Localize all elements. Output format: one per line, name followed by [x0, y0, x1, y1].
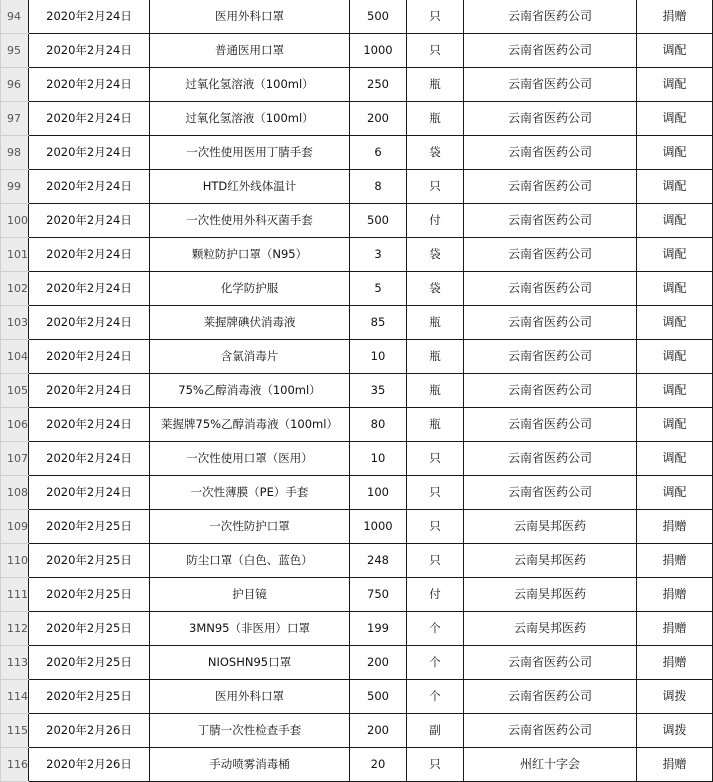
type-cell[interactable]: 调配 — [637, 238, 713, 272]
organization-cell[interactable]: 云南省医药公司 — [464, 476, 637, 510]
organization-cell[interactable]: 云南省医药公司 — [464, 204, 637, 238]
organization-cell[interactable]: 云南省医药公司 — [464, 680, 637, 714]
table-row — [1, 680, 713, 714]
date-cell[interactable]: 2020年2月24日 — [29, 102, 150, 136]
type-cell[interactable]: 捐赠 — [637, 544, 713, 578]
item-name-cell[interactable]: HTD红外线体温计 — [150, 170, 350, 204]
item-name-cell[interactable]: 普通医用口罩 — [150, 34, 350, 68]
unit-cell[interactable]: 个 — [407, 680, 464, 714]
row-number[interactable]: 109 — [1, 510, 29, 544]
row-number[interactable]: 103 — [1, 306, 29, 340]
date-cell[interactable]: 2020年2月26日 — [29, 714, 150, 748]
date-cell[interactable]: 2020年2月25日 — [29, 680, 150, 714]
item-name-cell[interactable]: 3MN95（非医用）口罩 — [150, 612, 350, 646]
organization-cell[interactable]: 云南昊邦医药 — [464, 544, 637, 578]
table-row — [1, 408, 713, 442]
row-number[interactable]: 96 — [1, 68, 29, 102]
quantity-cell[interactable]: 35 — [350, 374, 407, 408]
type-cell[interactable]: 调拨 — [637, 680, 713, 714]
table-row — [1, 714, 713, 748]
date-cell[interactable]: 2020年2月24日 — [29, 272, 150, 306]
unit-cell[interactable]: 只 — [407, 442, 464, 476]
quantity-cell[interactable]: 20 — [350, 748, 407, 782]
table-row — [1, 578, 713, 612]
item-name-cell[interactable]: 化学防护服 — [150, 272, 350, 306]
organization-cell[interactable]: 州红十字会 — [464, 748, 637, 782]
quantity-cell[interactable]: 199 — [350, 612, 407, 646]
date-cell[interactable]: 2020年2月24日 — [29, 68, 150, 102]
organization-cell[interactable]: 云南省医药公司 — [464, 102, 637, 136]
item-name-cell[interactable]: 含氯消毒片 — [150, 340, 350, 374]
quantity-cell[interactable]: 80 — [350, 408, 407, 442]
item-name-cell[interactable]: 颗粒防护口罩（N95） — [150, 238, 350, 272]
unit-cell[interactable]: 只 — [407, 544, 464, 578]
date-cell[interactable]: 2020年2月24日 — [29, 476, 150, 510]
type-cell[interactable]: 调配 — [637, 170, 713, 204]
row-number[interactable]: 114 — [1, 680, 29, 714]
unit-cell[interactable]: 只 — [407, 510, 464, 544]
quantity-cell[interactable]: 100 — [350, 476, 407, 510]
table-row — [1, 34, 713, 68]
organization-cell[interactable]: 云南昊邦医药 — [464, 612, 637, 646]
unit-cell[interactable]: 只 — [407, 0, 464, 34]
quantity-cell[interactable]: 500 — [350, 204, 407, 238]
table-row — [1, 340, 713, 374]
type-cell[interactable]: 调配 — [637, 306, 713, 340]
item-name-cell[interactable]: 过氧化氢溶液（100ml） — [150, 68, 350, 102]
type-cell[interactable]: 捐赠 — [637, 612, 713, 646]
unit-cell[interactable]: 只 — [407, 170, 464, 204]
table-row — [1, 476, 713, 510]
organization-cell[interactable]: 云南省医药公司 — [464, 646, 637, 680]
item-name-cell[interactable]: 护目镜 — [150, 578, 350, 612]
organization-cell[interactable]: 云南省医药公司 — [464, 0, 637, 34]
row-number[interactable]: 116 — [1, 748, 29, 782]
row-number[interactable]: 106 — [1, 408, 29, 442]
row-number[interactable]: 102 — [1, 272, 29, 306]
organization-cell[interactable]: 云南省医药公司 — [464, 714, 637, 748]
date-cell[interactable]: 2020年2月24日 — [29, 34, 150, 68]
organization-cell[interactable]: 云南省医药公司 — [464, 272, 637, 306]
row-number[interactable]: 113 — [1, 646, 29, 680]
row-number[interactable]: 100 — [1, 204, 29, 238]
type-cell[interactable]: 调拨 — [637, 714, 713, 748]
type-cell[interactable]: 调配 — [637, 374, 713, 408]
table-row — [1, 102, 713, 136]
unit-cell[interactable]: 瓶 — [407, 408, 464, 442]
date-cell[interactable]: 2020年2月25日 — [29, 544, 150, 578]
item-name-cell[interactable]: 过氧化氢溶液（100ml） — [150, 102, 350, 136]
unit-cell[interactable]: 只 — [407, 476, 464, 510]
unit-cell[interactable]: 付 — [407, 578, 464, 612]
date-cell[interactable]: 2020年2月24日 — [29, 0, 150, 34]
quantity-cell[interactable]: 8 — [350, 170, 407, 204]
unit-cell[interactable]: 只 — [407, 34, 464, 68]
table-row — [1, 204, 713, 238]
item-name-cell[interactable]: 医用外科口罩 — [150, 0, 350, 34]
unit-cell[interactable]: 瓶 — [407, 374, 464, 408]
date-cell[interactable]: 2020年2月24日 — [29, 408, 150, 442]
organization-cell[interactable]: 云南省医药公司 — [464, 170, 637, 204]
row-number[interactable]: 94 — [1, 0, 29, 34]
organization-cell[interactable]: 云南省医药公司 — [464, 442, 637, 476]
type-cell[interactable]: 捐赠 — [637, 510, 713, 544]
row-number[interactable]: 115 — [1, 714, 29, 748]
item-name-cell[interactable]: 莱握牌75%乙醇消毒液（100ml） — [150, 408, 350, 442]
quantity-cell[interactable]: 6 — [350, 136, 407, 170]
type-cell[interactable]: 调配 — [637, 272, 713, 306]
unit-cell[interactable]: 付 — [407, 204, 464, 238]
item-name-cell[interactable]: 丁腈一次性检查手套 — [150, 714, 350, 748]
unit-cell[interactable]: 袋 — [407, 136, 464, 170]
table-row — [1, 442, 713, 476]
organization-cell[interactable]: 云南昊邦医药 — [464, 578, 637, 612]
unit-cell[interactable]: 副 — [407, 714, 464, 748]
date-cell[interactable]: 2020年2月25日 — [29, 578, 150, 612]
type-cell[interactable]: 调配 — [637, 476, 713, 510]
item-name-cell[interactable]: 一次性使用医用丁腈手套 — [150, 136, 350, 170]
row-number[interactable]: 111 — [1, 578, 29, 612]
table-row — [1, 0, 713, 34]
type-cell[interactable]: 捐赠 — [637, 748, 713, 782]
unit-cell[interactable]: 瓶 — [407, 306, 464, 340]
type-cell[interactable]: 捐赠 — [637, 578, 713, 612]
row-number[interactable]: 97 — [1, 102, 29, 136]
unit-cell[interactable]: 个 — [407, 612, 464, 646]
type-cell[interactable]: 调配 — [637, 442, 713, 476]
quantity-cell[interactable]: 500 — [350, 0, 407, 34]
item-name-cell[interactable]: 一次性防护口罩 — [150, 510, 350, 544]
date-cell[interactable]: 2020年2月24日 — [29, 374, 150, 408]
date-cell[interactable]: 2020年2月24日 — [29, 204, 150, 238]
row-number[interactable]: 110 — [1, 544, 29, 578]
date-cell[interactable]: 2020年2月24日 — [29, 136, 150, 170]
date-cell[interactable]: 2020年2月25日 — [29, 612, 150, 646]
date-cell[interactable]: 2020年2月24日 — [29, 306, 150, 340]
table-row — [1, 646, 713, 680]
date-cell[interactable]: 2020年2月25日 — [29, 646, 150, 680]
type-cell[interactable]: 调配 — [637, 102, 713, 136]
organization-cell[interactable]: 云南省医药公司 — [464, 238, 637, 272]
table-row — [1, 68, 713, 102]
row-number[interactable]: 101 — [1, 238, 29, 272]
unit-cell[interactable]: 只 — [407, 748, 464, 782]
date-cell[interactable]: 2020年2月25日 — [29, 510, 150, 544]
type-cell[interactable]: 调配 — [637, 340, 713, 374]
table-row — [1, 374, 713, 408]
unit-cell[interactable]: 袋 — [407, 238, 464, 272]
row-number[interactable]: 108 — [1, 476, 29, 510]
date-cell[interactable]: 2020年2月24日 — [29, 340, 150, 374]
quantity-cell[interactable]: 500 — [350, 680, 407, 714]
row-number[interactable]: 104 — [1, 340, 29, 374]
type-cell[interactable]: 调配 — [637, 68, 713, 102]
type-cell[interactable]: 捐赠 — [637, 0, 713, 34]
quantity-cell[interactable]: 250 — [350, 68, 407, 102]
quantity-cell[interactable]: 248 — [350, 544, 407, 578]
quantity-cell[interactable]: 3 — [350, 238, 407, 272]
unit-cell[interactable]: 瓶 — [407, 102, 464, 136]
item-name-cell[interactable]: 75%乙醇消毒液（100ml） — [150, 374, 350, 408]
row-number[interactable]: 99 — [1, 170, 29, 204]
row-number[interactable]: 105 — [1, 374, 29, 408]
table-row — [1, 748, 713, 782]
item-name-cell[interactable]: NIOSHN95口罩 — [150, 646, 350, 680]
type-cell[interactable]: 调配 — [637, 136, 713, 170]
item-name-cell[interactable]: 莱握牌碘伏消毒液 — [150, 306, 350, 340]
item-name-cell[interactable]: 防尘口罩（白色、蓝色） — [150, 544, 350, 578]
organization-cell[interactable]: 云南省医药公司 — [464, 136, 637, 170]
table-row — [1, 612, 713, 646]
quantity-cell[interactable]: 750 — [350, 578, 407, 612]
item-name-cell[interactable]: 一次性薄膜（PE）手套 — [150, 476, 350, 510]
unit-cell[interactable]: 瓶 — [407, 68, 464, 102]
unit-cell[interactable]: 袋 — [407, 272, 464, 306]
quantity-cell[interactable]: 200 — [350, 646, 407, 680]
organization-cell[interactable]: 云南省医药公司 — [464, 340, 637, 374]
table-row — [1, 272, 713, 306]
item-name-cell[interactable]: 医用外科口罩 — [150, 680, 350, 714]
table-row — [1, 136, 713, 170]
table-row — [1, 510, 713, 544]
organization-cell[interactable]: 云南省医药公司 — [464, 68, 637, 102]
quantity-cell[interactable]: 1000 — [350, 34, 407, 68]
item-name-cell[interactable]: 一次性使用外科灭菌手套 — [150, 204, 350, 238]
quantity-cell[interactable]: 5 — [350, 272, 407, 306]
table-row — [1, 170, 713, 204]
organization-cell[interactable]: 云南省医药公司 — [464, 306, 637, 340]
date-cell[interactable]: 2020年2月24日 — [29, 442, 150, 476]
type-cell[interactable]: 捐赠 — [637, 646, 713, 680]
item-name-cell[interactable]: 手动喷雾消毒桶 — [150, 748, 350, 782]
unit-cell[interactable]: 个 — [407, 646, 464, 680]
organization-cell[interactable]: 云南省医药公司 — [464, 34, 637, 68]
quantity-cell[interactable]: 200 — [350, 714, 407, 748]
type-cell[interactable]: 调配 — [637, 204, 713, 238]
item-name-cell[interactable]: 一次性使用口罩（医用） — [150, 442, 350, 476]
date-cell[interactable]: 2020年2月26日 — [29, 748, 150, 782]
row-number[interactable]: 98 — [1, 136, 29, 170]
quantity-cell[interactable]: 10 — [350, 442, 407, 476]
table-row — [1, 238, 713, 272]
table-body — [1, 0, 713, 782]
quantity-cell[interactable]: 200 — [350, 102, 407, 136]
quantity-cell[interactable]: 85 — [350, 306, 407, 340]
quantity-cell[interactable]: 1000 — [350, 510, 407, 544]
organization-cell[interactable]: 云南省医药公司 — [464, 374, 637, 408]
date-cell[interactable]: 2020年2月24日 — [29, 170, 150, 204]
quantity-cell[interactable]: 10 — [350, 340, 407, 374]
type-cell[interactable]: 调配 — [637, 408, 713, 442]
table-row — [1, 544, 713, 578]
organization-cell[interactable]: 云南昊邦医药 — [464, 510, 637, 544]
row-number[interactable]: 112 — [1, 612, 29, 646]
row-number[interactable]: 95 — [1, 34, 29, 68]
unit-cell[interactable]: 瓶 — [407, 340, 464, 374]
organization-cell[interactable]: 云南省医药公司 — [464, 408, 637, 442]
row-number[interactable]: 107 — [1, 442, 29, 476]
table-row — [1, 306, 713, 340]
date-cell[interactable]: 2020年2月24日 — [29, 238, 150, 272]
type-cell[interactable]: 调配 — [637, 34, 713, 68]
